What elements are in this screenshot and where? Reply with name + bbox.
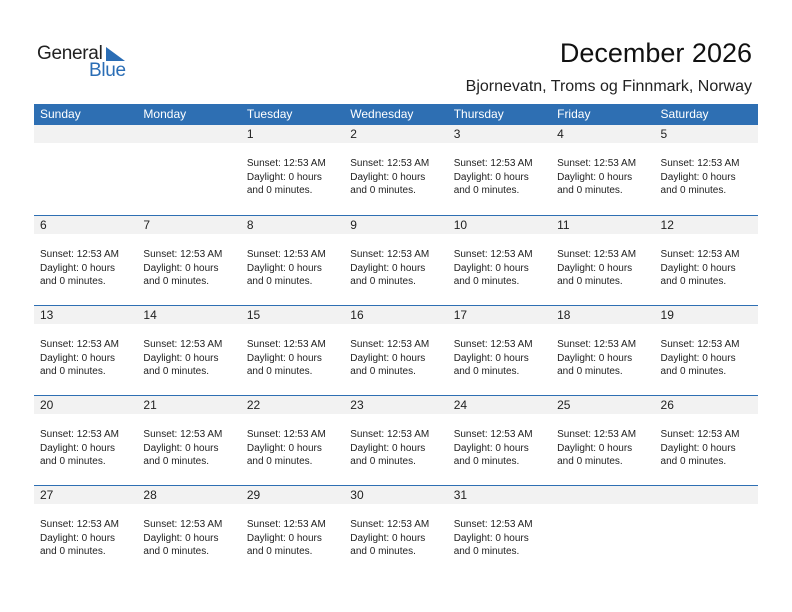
daylight-text: Daylight: 0 hours <box>660 352 736 364</box>
day-cell <box>137 428 240 469</box>
minutes-text: and 0 minutes. <box>557 276 623 287</box>
day-number: 27 <box>40 488 54 502</box>
day-number: 21 <box>143 398 157 412</box>
daylight-text: Daylight: 0 hours <box>660 262 736 274</box>
weeks-container <box>34 125 758 575</box>
date-number-row <box>34 216 758 234</box>
daylight-text: Daylight: 0 hours <box>350 262 426 274</box>
day-cell <box>551 338 654 379</box>
day-number: 8 <box>246 218 254 232</box>
day-cell <box>551 157 654 198</box>
daylight-text: Daylight: 0 hours <box>246 352 322 364</box>
sunset-text: Sunset: 12:53 AM <box>557 339 637 350</box>
location-subtitle: Bjornevatn, Troms og Finnmark, Norway <box>465 78 752 95</box>
day-cell <box>34 428 137 469</box>
logo <box>37 43 137 83</box>
minutes-text: and 0 minutes. <box>557 366 623 377</box>
day-cell <box>448 248 551 289</box>
day-number: 1 <box>246 127 254 141</box>
day-cell <box>344 338 447 379</box>
day-number <box>34 125 137 143</box>
minutes-text: and 0 minutes. <box>557 185 623 196</box>
sunset-text: Sunset: 12:53 AM <box>246 339 326 350</box>
minutes-text: and 0 minutes. <box>660 185 727 196</box>
day-cell <box>137 157 240 198</box>
minutes-text: and 0 minutes. <box>143 276 210 287</box>
logo-triangle-icon <box>106 47 125 61</box>
sunset-text: Sunset: 12:53 AM <box>660 429 740 440</box>
day-number: 12 <box>660 218 674 232</box>
day-number: 28 <box>143 488 157 502</box>
day-number: 20 <box>40 398 54 412</box>
week-row <box>34 125 758 215</box>
day-cell <box>34 338 137 379</box>
weekday-sunday: Sunday <box>40 107 81 121</box>
day-cell <box>655 428 758 469</box>
day-cell <box>137 338 240 379</box>
sunset-text: Sunset: 12:53 AM <box>246 519 326 530</box>
day-number: 22 <box>246 398 261 412</box>
day-info-row <box>34 338 758 379</box>
minutes-text: and 0 minutes. <box>453 456 520 467</box>
sunset-text: Sunset: 12:53 AM <box>453 158 533 169</box>
sunset-text: Sunset: 12:53 AM <box>350 519 430 530</box>
day-cell <box>241 157 344 198</box>
minutes-text: and 0 minutes. <box>660 366 727 377</box>
minutes-text: and 0 minutes. <box>453 276 520 287</box>
minutes-text: and 0 minutes. <box>453 366 520 377</box>
sunset-text: Sunset: 12:53 AM <box>660 158 740 169</box>
weekday-friday: Friday <box>557 107 591 121</box>
week-row <box>34 215 758 305</box>
weekday-thursday: Thursday <box>453 107 504 121</box>
day-number: 26 <box>660 398 674 412</box>
day-cell <box>448 518 551 559</box>
week-row <box>34 305 758 395</box>
day-cell <box>655 157 758 198</box>
day-number: 3 <box>453 127 461 141</box>
day-number: 6 <box>40 218 47 232</box>
day-cell <box>137 518 240 559</box>
minutes-text: and 0 minutes. <box>246 276 313 287</box>
calendar-grid <box>34 104 758 575</box>
sunset-text: Sunset: 12:53 AM <box>660 249 740 260</box>
daylight-text: Daylight: 0 hours <box>40 352 116 364</box>
date-number-row <box>34 306 758 324</box>
daylight-text: Daylight: 0 hours <box>143 262 219 274</box>
day-number <box>137 125 240 143</box>
minutes-text: and 0 minutes. <box>350 366 416 377</box>
daylight-text: Daylight: 0 hours <box>40 442 116 454</box>
day-cell <box>241 338 344 379</box>
daylight-text: Daylight: 0 hours <box>350 171 426 183</box>
minutes-text: and 0 minutes. <box>350 185 416 196</box>
daylight-text: Daylight: 0 hours <box>660 171 736 183</box>
day-cell <box>448 338 551 379</box>
sunset-text: Sunset: 12:53 AM <box>557 429 637 440</box>
daylight-text: Daylight: 0 hours <box>246 532 322 544</box>
sunset-text: Sunset: 12:53 AM <box>143 519 223 530</box>
day-cell <box>344 518 447 559</box>
daylight-text: Daylight: 0 hours <box>660 442 736 454</box>
day-cell <box>655 338 758 379</box>
day-number: 19 <box>660 308 674 322</box>
minutes-text: and 0 minutes. <box>350 456 416 467</box>
day-number <box>551 486 654 504</box>
week-row <box>34 395 758 485</box>
daylight-text: Daylight: 0 hours <box>453 442 529 454</box>
daylight-text: Daylight: 0 hours <box>40 532 116 544</box>
daylight-text: Daylight: 0 hours <box>557 262 633 274</box>
day-cell <box>344 248 447 289</box>
day-cell <box>344 428 447 469</box>
page-title: December 2026 <box>559 38 752 68</box>
day-cell <box>34 157 137 198</box>
sunset-text: Sunset: 12:53 AM <box>350 339 430 350</box>
daylight-text: Daylight: 0 hours <box>453 532 529 544</box>
day-number: 14 <box>143 308 157 322</box>
minutes-text: and 0 minutes. <box>246 456 313 467</box>
day-cell <box>344 157 447 198</box>
daylight-text: Daylight: 0 hours <box>453 262 529 274</box>
minutes-text: and 0 minutes. <box>40 456 106 467</box>
sunset-text: Sunset: 12:53 AM <box>40 429 119 440</box>
day-number: 7 <box>143 218 151 232</box>
sunset-text: Sunset: 12:53 AM <box>557 158 637 169</box>
day-number: 5 <box>660 127 668 141</box>
logo-word-general: General <box>37 43 103 64</box>
day-cell <box>551 428 654 469</box>
daylight-text: Daylight: 0 hours <box>557 171 633 183</box>
day-cell <box>448 157 551 198</box>
day-cell <box>137 248 240 289</box>
sunset-text: Sunset: 12:53 AM <box>350 429 430 440</box>
daylight-text: Daylight: 0 hours <box>246 442 322 454</box>
weekday-monday: Monday <box>143 107 187 121</box>
day-info-row <box>34 157 758 198</box>
day-cell <box>241 248 344 289</box>
minutes-text: and 0 minutes. <box>143 366 210 377</box>
logo-word-blue: Blue <box>89 60 126 81</box>
weekday-header <box>34 104 758 125</box>
minutes-text: and 0 minutes. <box>350 546 416 557</box>
minutes-text: and 0 minutes. <box>350 276 416 287</box>
day-number: 16 <box>350 308 364 322</box>
minutes-text: and 0 minutes. <box>40 546 106 557</box>
day-cell <box>241 428 344 469</box>
sunset-text: Sunset: 12:53 AM <box>660 339 740 350</box>
daylight-text: Daylight: 0 hours <box>453 352 529 364</box>
weekday-saturday: Saturday <box>660 107 709 121</box>
day-info-row <box>34 428 758 469</box>
day-number: 30 <box>350 488 364 502</box>
daylight-text: Daylight: 0 hours <box>350 442 426 454</box>
day-cell <box>241 518 344 559</box>
day-number: 18 <box>557 308 571 322</box>
day-number: 23 <box>350 398 364 412</box>
day-number <box>655 486 758 504</box>
weekday-tuesday: Tuesday <box>246 107 293 121</box>
sunset-text: Sunset: 12:53 AM <box>143 339 223 350</box>
sunset-text: Sunset: 12:53 AM <box>40 339 119 350</box>
day-cell <box>34 518 137 559</box>
day-number: 15 <box>246 308 261 322</box>
day-cell <box>34 248 137 289</box>
sunset-text: Sunset: 12:53 AM <box>557 249 637 260</box>
sunset-text: Sunset: 12:53 AM <box>453 339 533 350</box>
day-number: 9 <box>350 218 357 232</box>
sunset-text: Sunset: 12:53 AM <box>453 249 533 260</box>
sunset-text: Sunset: 12:53 AM <box>143 429 223 440</box>
day-number: 4 <box>557 127 564 141</box>
minutes-text: and 0 minutes. <box>246 546 313 557</box>
daylight-text: Daylight: 0 hours <box>143 442 219 454</box>
day-number: 10 <box>453 218 468 232</box>
minutes-text: and 0 minutes. <box>40 366 106 377</box>
sunset-text: Sunset: 12:53 AM <box>453 429 533 440</box>
day-number: 25 <box>557 398 571 412</box>
daylight-text: Daylight: 0 hours <box>246 262 322 274</box>
sunset-text: Sunset: 12:53 AM <box>246 249 326 260</box>
daylight-text: Daylight: 0 hours <box>557 352 633 364</box>
daylight-text: Daylight: 0 hours <box>40 262 116 274</box>
daylight-text: Daylight: 0 hours <box>350 532 426 544</box>
day-number: 13 <box>40 308 54 322</box>
date-number-row <box>34 125 758 143</box>
minutes-text: and 0 minutes. <box>453 185 520 196</box>
day-info-row <box>34 518 758 559</box>
day-number: 31 <box>453 488 468 502</box>
minutes-text: and 0 minutes. <box>660 276 727 287</box>
minutes-text: and 0 minutes. <box>660 456 727 467</box>
daylight-text: Daylight: 0 hours <box>453 171 529 183</box>
daylight-text: Daylight: 0 hours <box>350 352 426 364</box>
day-cell <box>655 518 758 559</box>
minutes-text: and 0 minutes. <box>143 546 210 557</box>
minutes-text: and 0 minutes. <box>246 366 313 377</box>
daylight-text: Daylight: 0 hours <box>143 532 219 544</box>
weekday-wednesday: Wednesday <box>350 107 414 121</box>
sunset-text: Sunset: 12:53 AM <box>246 429 326 440</box>
daylight-text: Daylight: 0 hours <box>557 442 633 454</box>
minutes-text: and 0 minutes. <box>557 456 623 467</box>
sunset-text: Sunset: 12:53 AM <box>143 249 223 260</box>
day-number: 2 <box>350 127 357 141</box>
day-cell <box>448 428 551 469</box>
minutes-text: and 0 minutes. <box>143 456 210 467</box>
date-number-row <box>34 396 758 414</box>
day-cell <box>551 518 654 559</box>
week-row <box>34 485 758 575</box>
day-info-row <box>34 248 758 289</box>
sunset-text: Sunset: 12:53 AM <box>350 158 430 169</box>
sunset-text: Sunset: 12:53 AM <box>40 249 119 260</box>
day-number: 24 <box>453 398 468 412</box>
daylight-text: Daylight: 0 hours <box>143 352 219 364</box>
minutes-text: and 0 minutes. <box>40 276 106 287</box>
day-number: 11 <box>557 218 570 232</box>
sunset-text: Sunset: 12:53 AM <box>40 519 119 530</box>
sunset-text: Sunset: 12:53 AM <box>453 519 533 530</box>
minutes-text: and 0 minutes. <box>246 185 313 196</box>
sunset-text: Sunset: 12:53 AM <box>246 158 326 169</box>
day-cell <box>551 248 654 289</box>
daylight-text: Daylight: 0 hours <box>246 171 322 183</box>
day-number: 17 <box>453 308 468 322</box>
day-number: 29 <box>246 488 261 502</box>
date-number-row <box>34 486 758 504</box>
minutes-text: and 0 minutes. <box>453 546 520 557</box>
sunset-text: Sunset: 12:53 AM <box>350 249 430 260</box>
day-cell <box>655 248 758 289</box>
